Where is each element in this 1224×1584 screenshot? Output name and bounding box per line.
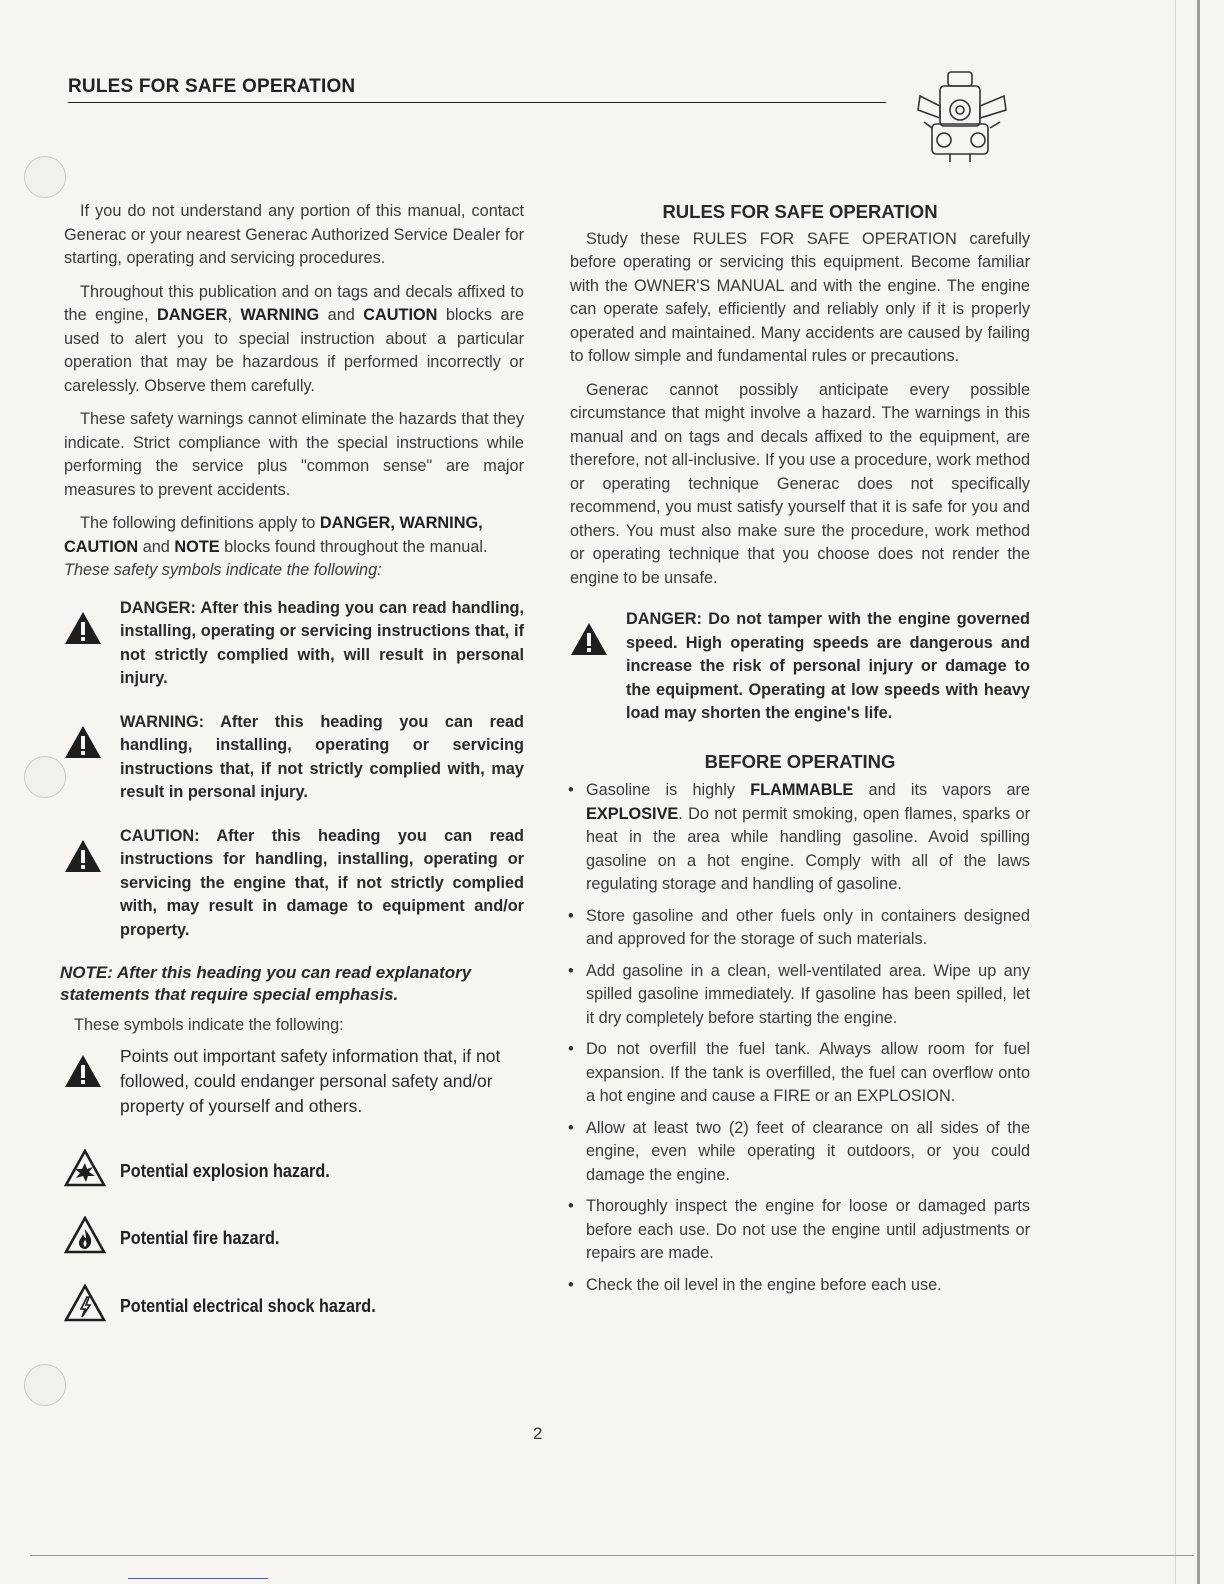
- text-run: Throughout this publication and on tags and decals affixed to the engine,: [64, 282, 524, 324]
- list-item: • Thoroughly inspect the engine for loose or damaged parts before each use. Do not use the engine until adjustments or repairs are made.: [570, 1195, 1030, 1266]
- right-column: [570, 200, 1030, 1305]
- triangle-wrapper: [570, 608, 626, 664]
- punch-hole-top: [24, 156, 66, 198]
- danger-warning-icon: [570, 622, 608, 656]
- text-run: blocks are used to alert you to special instruction about a particular operation that may be hazardous if performed incorrectly or carelessly. Observe them carefully.: [64, 306, 524, 395]
- punch-hole-middle: [24, 756, 66, 798]
- electrical-shock-hazard-icon: [64, 1284, 106, 1322]
- explosive-term: EXPLOSIVE: [586, 804, 679, 823]
- bottom-mark: [128, 1578, 268, 1579]
- text-run: Gasoline is highly: [586, 781, 751, 799]
- general-safety-symbol: [64, 1044, 524, 1119]
- anticipate-paragraph: Generac cannot possibly anticipate every possible circumstance that might involve a hazard. The warnings in this manual and on tags and decals affixed to the equipment, are therefore, not all-inclusive. If you use a procedure, work method or operating technique Generac does not specifically recommend, you must satisfy yourself that it is safe for you and others. You must also make sure the procedure, work method or operating technique that you choose does not render the engine to be unsafe.: [570, 380, 1030, 587]
- explosion-hazard-icon: [64, 1149, 106, 1187]
- header-rule: [68, 102, 886, 103]
- danger-definition: [64, 597, 524, 691]
- warning-triangle-icon: [64, 725, 102, 759]
- triangle-wrapper: [64, 711, 120, 767]
- shock-hazard-row: [64, 1284, 524, 1330]
- list-item: • Check the oil level in the engine before each use.: [570, 1274, 1030, 1298]
- governed-speed-danger-text: DANGER: Do not tamper with the engine governed speed. High operating speeds are dangerous and increase the risk of personal injury or damage to the equipment. Operating at low speeds with heavy load may shorten the engine's life.: [626, 610, 1030, 722]
- caution-definition: [64, 825, 524, 943]
- danger-definition-text: DANGER: After this heading you can read handling, installing, operating or servicing instructions that, if not strictly complied with, will result in personal injury.: [120, 598, 524, 687]
- fire-hazard-icon: [64, 1216, 106, 1254]
- blocks-paragraph: [64, 281, 524, 399]
- explosion-hazard-text: Potential explosion hazard.: [120, 1160, 330, 1181]
- note-definition: NOTE: After this heading you can read explanatory statements that require special emphasis.: [60, 963, 472, 1004]
- punch-hole-bottom: [24, 1364, 66, 1406]
- before-operating-list: [570, 779, 1030, 1297]
- terms-text: CAUTION: [64, 537, 139, 556]
- triangle-wrapper: [64, 1284, 120, 1330]
- text-run: The following definitions apply to: [80, 514, 320, 532]
- danger-term: DANGER: [156, 306, 228, 324]
- text-run: and: [319, 306, 364, 324]
- before-operating-title: BEFORE OPERATING: [704, 750, 896, 772]
- caution-definition-text: CAUTION: After this heading you can read instructions for handling, installing, operating or servicing the engine that, if not strictly complied with, may result in damage to equipment and/or property.: [120, 826, 524, 939]
- caution-triangle-icon: [64, 839, 102, 873]
- list-item: • Do not overfill the fuel tank. Always allow room for fuel expansion. If the tank is overfilled, the fuel can overflow onto a hot engine and cause a FIRE or an EXPLOSION.: [570, 1038, 1030, 1109]
- left-column: [60, 200, 524, 1329]
- warnings-paragraph: These safety warnings cannot eliminate the hazards that they indicate. Strict compliance with the special instructions while performing the service plus "common sense" are major measures to prevent accidents.: [64, 410, 524, 499]
- page-edge: [1197, 0, 1200, 1584]
- text-run: and: [138, 537, 175, 556]
- engine-illustration-icon: [910, 66, 1014, 166]
- text-run: blocks found throughout the manual.: [219, 537, 488, 556]
- triangle-wrapper: [64, 1044, 120, 1096]
- explosion-hazard-row: [64, 1149, 524, 1195]
- caution-term: CAUTION: [363, 306, 438, 324]
- rules-title: RULES FOR SAFE OPERATION: [662, 201, 938, 222]
- page-number: 2: [533, 1424, 543, 1443]
- text-run: . Do not permit smoking, open flames, sparks or heat in the area while handling gasoline. Avoid spilling gasoline on a hot engine. Comply with all of the laws regulating storage and handling of gasoline.: [586, 804, 1030, 893]
- terms-text: DANGER, WARNING,: [319, 514, 483, 532]
- note-term: NOTE: [174, 537, 220, 556]
- page-edge-line: [1175, 0, 1176, 1584]
- warning-term: WARNING: [240, 306, 320, 324]
- intro-paragraph: If you do not understand any portion of this manual, contact Generac or your nearest Generac Authorized Service Dealer for starting, operating and servicing procedures.: [64, 202, 524, 267]
- bottom-edge: [30, 1555, 1194, 1556]
- warning-definition: [64, 711, 524, 805]
- general-safety-text: Points out important safety information that, if not followed, could endanger personal safety and/or property of yourself and others.: [120, 1045, 501, 1116]
- definitions-paragraph: [64, 512, 524, 583]
- text-run: ,: [227, 306, 241, 324]
- triangle-wrapper: [64, 825, 120, 881]
- governed-speed-danger: [570, 608, 1030, 726]
- text-run: and its vapors are: [853, 781, 1030, 799]
- danger-warning-icon: [64, 611, 102, 645]
- symbols-intro: These symbols indicate the following:: [74, 1016, 344, 1034]
- flammable-term: FLAMMABLE: [750, 781, 854, 799]
- study-paragraph: Study these RULES FOR SAFE OPERATION carefully before operating or servicing this equipment. Become familiar with the OWNER'S MANUAL and with the engine. The engine can operate safely, efficiently and reliably only if it is properly operated and maintained. Many accidents are caused by failing to follow simple and fundamental rules or precautions.: [570, 229, 1030, 365]
- list-item: [570, 779, 1030, 897]
- list-item: • Add gasoline in a clean, well-ventilated area. Wipe up any spilled gasoline immediately. If gasoline has been spilled, let it dry completely before starting the engine.: [570, 960, 1030, 1031]
- shock-hazard-text: Potential electrical shock hazard.: [120, 1295, 376, 1316]
- italic-text: These safety symbols indicate the following:: [64, 561, 382, 579]
- fire-hazard-row: [64, 1216, 524, 1262]
- safety-alert-icon: [64, 1054, 102, 1088]
- fire-hazard-text: Potential fire hazard.: [120, 1228, 280, 1248]
- triangle-wrapper: [64, 1149, 120, 1195]
- triangle-wrapper: [64, 597, 120, 653]
- list-item: • Store gasoline and other fuels only in containers designed and approved for the storage of such materials.: [570, 905, 1030, 952]
- list-item: • Allow at least two (2) feet of clearance on all sides of the engine, even while operating it outdoors, or you could damage the engine.: [570, 1117, 1030, 1188]
- header-title: RULES FOR SAFE OPERATION: [68, 76, 356, 97]
- triangle-wrapper: [64, 1216, 120, 1262]
- warning-definition-text: WARNING: After this heading you can read handling, installing, operating or servicing instructions that, if not strictly complied with, may result in personal injury.: [120, 712, 524, 801]
